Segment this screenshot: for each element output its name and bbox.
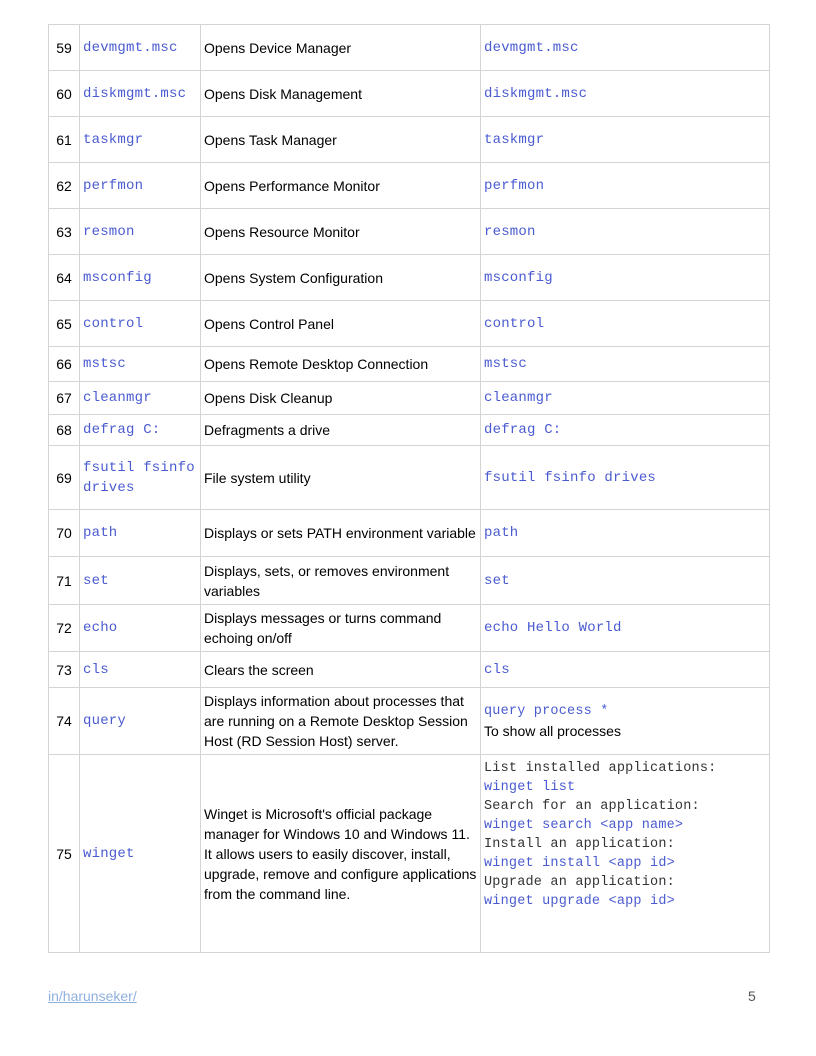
description-cell: Opens Disk Cleanup (201, 382, 481, 415)
description-cell: Opens Disk Management (201, 71, 481, 117)
description-cell: Winget is Microsoft's official package manager for Windows 10 and Windows 11. It allows users to easily discover, install, upgrade, remove and configure applications from the command line. (201, 755, 481, 953)
row-number: 74 (49, 688, 80, 755)
example-cell: devmgmt.msc (481, 25, 770, 71)
example-line: winget upgrade <app id> (484, 894, 675, 909)
table-row (49, 446, 770, 510)
example-cell: set (481, 557, 770, 605)
description-cell: Opens Remote Desktop Connection (201, 347, 481, 382)
example-cell: control (481, 301, 770, 347)
row-number: 69 (49, 446, 80, 510)
example-line: Upgrade an application: (484, 875, 675, 890)
command-cell: resmon (80, 209, 201, 255)
command-cell: winget (80, 755, 201, 953)
description-cell: Opens System Configuration (201, 255, 481, 301)
table-row (49, 382, 770, 415)
example-cell: echo Hello World (481, 605, 770, 652)
row-number: 66 (49, 347, 80, 382)
description-cell: Opens Resource Monitor (201, 209, 481, 255)
row-number: 71 (49, 557, 80, 605)
command-cell: perfmon (80, 163, 201, 209)
example-line: winget install <app id> (484, 856, 675, 871)
command-cell: taskmgr (80, 117, 201, 163)
example-line: Install an application: (484, 837, 675, 852)
table-row (49, 557, 770, 605)
command-cell: set (80, 557, 201, 605)
table-row (49, 415, 770, 446)
table-row (49, 347, 770, 382)
row-number: 67 (49, 382, 80, 415)
example-code: query process * (484, 703, 609, 719)
example-line: winget search <app name> (484, 818, 684, 833)
example-cell: diskmgmt.msc (481, 71, 770, 117)
description-cell: Opens Performance Monitor (201, 163, 481, 209)
description-cell: Opens Task Manager (201, 117, 481, 163)
row-number: 73 (49, 652, 80, 688)
example-cell (481, 688, 770, 755)
row-number: 72 (49, 605, 80, 652)
table-row (49, 301, 770, 347)
command-cell: mstsc (80, 347, 201, 382)
command-cell: diskmgmt.msc (80, 71, 201, 117)
example-line: Search for an application: (484, 799, 700, 814)
table-row (49, 255, 770, 301)
command-cell: path (80, 510, 201, 557)
description-cell: Clears the screen (201, 652, 481, 688)
description-cell: Defragments a drive (201, 415, 481, 446)
example-cell (481, 755, 770, 953)
command-cell: control (80, 301, 201, 347)
example-cell: defrag C: (481, 415, 770, 446)
example-cell: cleanmgr (481, 382, 770, 415)
row-number: 65 (49, 301, 80, 347)
description-cell: Opens Control Panel (201, 301, 481, 347)
description-cell: Displays information about processes that are running on a Remote Desktop Session Host (RD Session Host) server. (201, 688, 481, 755)
row-number: 62 (49, 163, 80, 209)
example-cell: fsutil fsinfo drives (481, 446, 770, 510)
row-number: 63 (49, 209, 80, 255)
example-cell: msconfig (481, 255, 770, 301)
page-number: 5 (748, 988, 756, 1004)
table-row (49, 510, 770, 557)
example-cell: perfmon (481, 163, 770, 209)
row-number: 75 (49, 755, 80, 953)
table-row (49, 652, 770, 688)
table-row (49, 25, 770, 71)
table-row (49, 605, 770, 652)
table-row (49, 117, 770, 163)
table-row (49, 755, 770, 953)
description-cell: Displays or sets PATH environment variable (201, 510, 481, 557)
description-cell: File system utility (201, 446, 481, 510)
row-number: 61 (49, 117, 80, 163)
example-line: winget list (484, 780, 576, 795)
example-line: List installed applications: (484, 761, 717, 776)
command-cell: fsutil fsinfo drives (80, 446, 201, 510)
description-cell: Displays, sets, or removes environment variables (201, 557, 481, 605)
example-cell: mstsc (481, 347, 770, 382)
command-cell: query (80, 688, 201, 755)
table-row (49, 688, 770, 755)
command-cell: cls (80, 652, 201, 688)
example-cell: taskmgr (481, 117, 770, 163)
example-cell: resmon (481, 209, 770, 255)
example-cell: cls (481, 652, 770, 688)
command-cell: echo (80, 605, 201, 652)
command-cell: defrag C: (80, 415, 201, 446)
row-number: 60 (49, 71, 80, 117)
command-cell: devmgmt.msc (80, 25, 201, 71)
table-row (49, 163, 770, 209)
description-cell: Displays messages or turns command echoing on/off (201, 605, 481, 652)
commands-table (48, 24, 770, 953)
description-cell: Opens Device Manager (201, 25, 481, 71)
row-number: 70 (49, 510, 80, 557)
example-note: To show all processes (484, 722, 621, 739)
command-cell: msconfig (80, 255, 201, 301)
example-cell: path (481, 510, 770, 557)
row-number: 64 (49, 255, 80, 301)
command-cell: cleanmgr (80, 382, 201, 415)
table-row (49, 209, 770, 255)
row-number: 68 (49, 415, 80, 446)
profile-link[interactable]: in/harunseker/ (48, 988, 137, 1004)
table-row (49, 71, 770, 117)
row-number: 59 (49, 25, 80, 71)
